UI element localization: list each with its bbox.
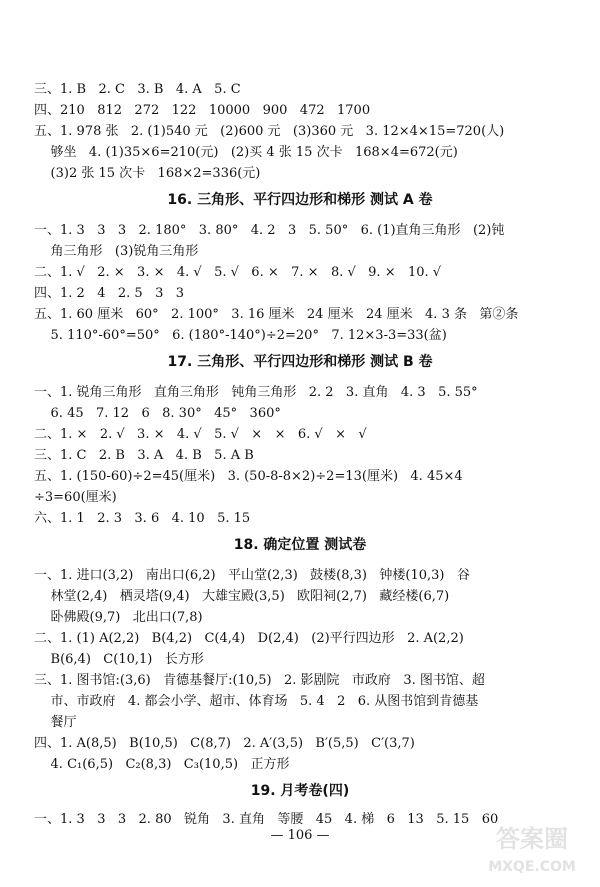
answer-line: 三、1. B 2. C 3. B 4. A 5. C [34,82,241,97]
answer-line: 4. C₁(6,5) C₂(8,3) C₃(10,5) 正方形 [34,757,290,772]
section-heading: 18. 确定位置 测试卷 [233,537,367,553]
section-heading: 16. 三角形、平行四边形和梯形 测试 A 卷 [167,192,433,208]
answer-line: 角三角形 (3)锐角三角形 [34,244,199,259]
answer-line: 五、1. 978 张 2. (1)540 元 (2)600 元 (3)360 元 3. 12×4×15=720(人) [34,124,505,139]
answer-line: 一、1. 进口(3,2) 南出口(6,2) 平山堂(2,3) 鼓楼(8,3) 钟楼(10,3) 谷 [34,568,470,583]
watermark-logo [472,819,592,879]
answer-line: 五、1. 60 厘米 60° 2. 100° 3. 16 厘米 24 厘米 24 厘米 4. 3 条 第②条 [34,307,519,322]
section-heading: 17. 三角形、平行四边形和梯形 测试 B 卷 [167,354,433,370]
answer-line: 卧佛殿(9,7) 北出口(7,8) [34,610,203,625]
answer-line: (3)2 张 15 次卡 168×2=336(元) [34,166,261,181]
answer-line: 五、1. (150-60)÷2=45(厘米) 3. (50-8-8×2)÷2=13(厘米) 4. 45×4 [34,469,463,484]
answer-line: 够坐 4. (1)35×6=210(元) (2)买 4 张 15 次卡 168×4=672(元) [34,145,458,160]
answer-line: 四、1. A(8,5) B(10,5) C(8,7) 2. A′(3,5) B′(5,5) C′(3,7) [34,736,415,751]
answer-line: 一、1. 锐角三角形 直角三角形 钝角三角形 2. 2 3. 直角 4. 3 5. 55° [34,385,478,400]
section-heading: 19. 月考卷(四) [250,783,350,799]
answer-line: 二、1. (1) A(2,2) B(4,2) C(4,4) D(2,4) (2)平行四边形 2. A(2,2) [34,631,464,646]
answer-line: ÷3=60(厘米) [34,490,117,505]
answer-line: 一、1. 3 3 3 2. 80 锐角 3. 直角 等腰 45 4. 梯 6 13 5. 15 60 [34,812,499,827]
answer-line: 林堂(2,4) 栖灵塔(9,4) 大雄宝殿(3,5) 欧阳祠(2,7) 藏经楼(6,7) [34,589,450,604]
answer-line: 二、1. × 2. √ 3. × 4. √ 5. √ × × 6. √ × √ [34,427,367,442]
answer-line: 六、1. 1 2. 3 3. 6 4. 10 5. 15 [34,511,251,526]
watermark-bottom-text: MXQE.COM [488,859,576,875]
watermark-top-text: 答案圈 [496,825,568,853]
answer-line: 四、210 812 272 122 10000 900 472 1700 [34,103,371,118]
answer-line: 餐厅 [34,715,77,730]
answer-line: 三、1. 图书馆:(3,6) 肯德基餐厅:(10,5) 2. 影剧院 市政府 3. 图书馆、超 [34,673,485,688]
answer-line: B(6,4) C(10,1) 长方形 [34,652,204,667]
answer-line: 三、1. C 2. B 3. A 4. B 5. A B [34,448,254,463]
page-number: — 106 — [270,828,330,843]
answer-line: 市、市政府 4. 都会小学、超市、体育场 5. 4 2 6. 从图书馆到肯德基 [34,694,479,709]
answer-line: 一、1. 3 3 3 2. 180° 3. 80° 4. 2 3 5. 50° 6. (1)直角三角形 (2)钝 [34,223,505,238]
answer-line: 5. 110°-60°=50° 6. (180°-140°)÷2=20° 7. 12×3-3=33(盆) [34,328,447,343]
answer-line: 四、1. 2 4 2. 5 3 3 [34,286,185,301]
answer-line: 6. 45 7. 12 6 8. 30° 45° 360° [34,406,281,421]
answer-line: 二、1. √ 2. × 3. × 4. √ 5. √ 6. × 7. × 8. √ 9. × 10. √ [34,265,442,280]
